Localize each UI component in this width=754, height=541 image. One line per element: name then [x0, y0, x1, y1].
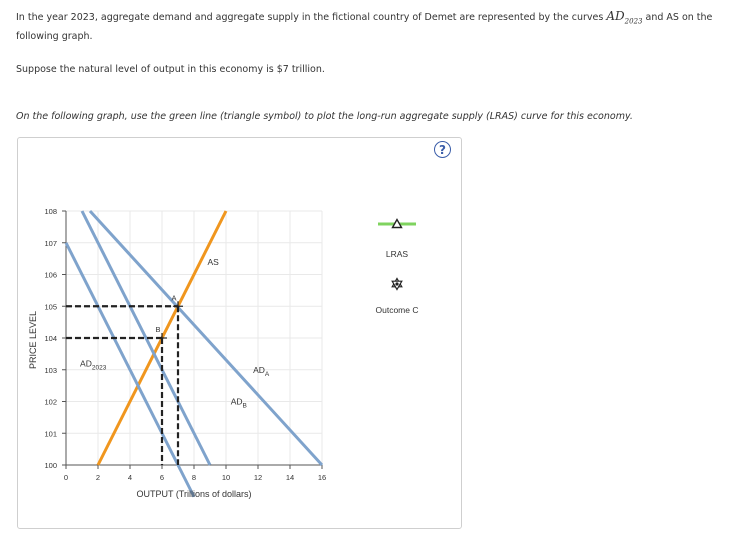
x-tick-label: 14 — [285, 473, 295, 482]
help-icon[interactable]: ? — [434, 141, 451, 158]
x-tick-label: 6 — [159, 473, 165, 482]
x-tick-label: 8 — [191, 473, 197, 482]
ad-symbol-main: AD — [606, 9, 625, 23]
curve-label-sub: B — [242, 402, 247, 410]
curve-label-ad2023: $AD_{2023}$ — [80, 358, 107, 372]
curve-label-sub: A — [264, 370, 270, 378]
x-tick-label: 4 — [127, 473, 133, 482]
ad-symbol-sub: 2023 — [624, 17, 643, 26]
curve-label-as: AS — [207, 256, 219, 267]
y-tick-label: 103 — [44, 365, 57, 375]
y-tick-label: 106 — [44, 270, 57, 280]
question-text-part2: and AS on the following graph. — [16, 12, 713, 43]
natural-level-text: Suppose the natural level of output in this economy is $7 trillion. — [16, 64, 325, 75]
star-icon[interactable] — [392, 279, 402, 290]
y-tick-label: 107 — [44, 238, 57, 248]
curve-label-adb: $AD_B$ — [230, 396, 247, 410]
x-tick-label: 2 — [95, 473, 101, 482]
x-tick-label: 0 — [63, 473, 69, 482]
legend — [376, 220, 419, 316]
lras-tool[interactable] — [378, 220, 416, 228]
x-axis-label: OUTPUT (Trillions of dollars) — [136, 489, 252, 499]
x-tick-label: 10 — [221, 473, 231, 482]
point-label-b: B — [155, 325, 161, 334]
y-tick-label: 105 — [44, 302, 57, 312]
y-tick-label: 100 — [44, 461, 57, 470]
y-tick-label: 104 — [44, 334, 57, 343]
curve-label-sub: 2023 — [91, 364, 107, 372]
y-tick-label: 108 — [44, 207, 57, 216]
outcome-c-tool[interactable] — [392, 279, 402, 290]
axes — [44, 207, 326, 482]
lras-legend-label: LRAS — [385, 249, 409, 259]
y-axis-label: PRICE LEVEL — [28, 310, 38, 370]
instruction-text: On the following graph, use the green line (triangle symbol) to plot the long-run aggregate supply (LRAS) curve for this economy. — [16, 111, 633, 122]
y-tick-label: 102 — [44, 397, 57, 407]
curve-labels — [80, 257, 270, 410]
point-label-a: A — [171, 293, 177, 303]
y-tick-label: 101 — [44, 429, 57, 439]
question-text-part1: In the year 2023, aggregate demand and aggregate supply in the fictional country of Demet are represented by the curves — [16, 12, 607, 23]
outcome-c-legend-label: Outcome C — [375, 305, 419, 315]
curve-label-ada: $AD_A$ — [253, 364, 270, 378]
x-tick-label: 12 — [253, 473, 263, 482]
x-tick-label: 16 — [317, 473, 327, 482]
